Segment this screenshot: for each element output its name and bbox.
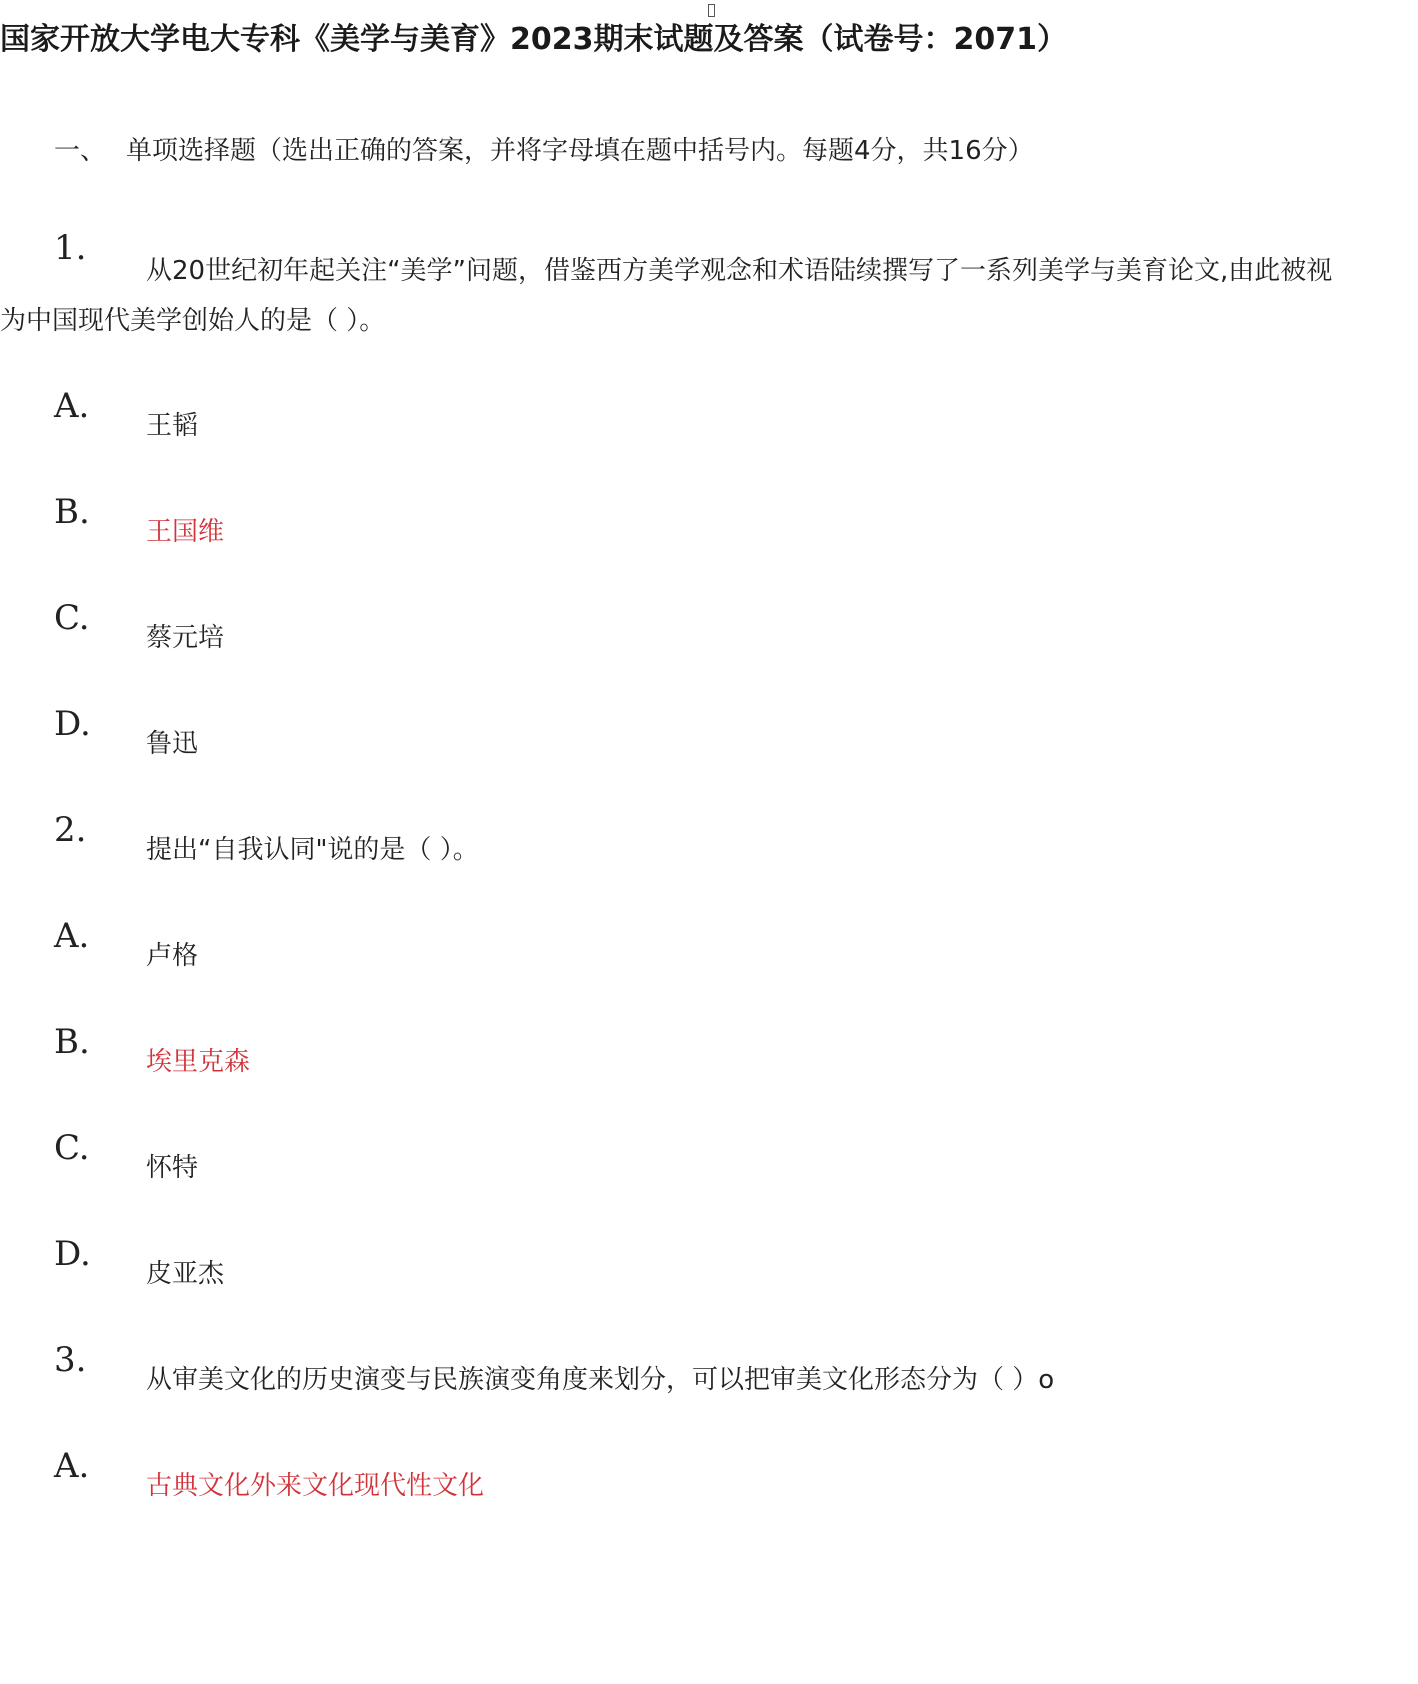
- option-letter: B.: [54, 1022, 90, 1062]
- option-text: 皮亚杰: [146, 1259, 225, 1289]
- option-text-correct: 古典文化外来文化现代性文化: [146, 1471, 485, 1501]
- section-title: 单项选择题（选出正确的答案，并将字母填在题中括号内。每题4分，共16分）: [126, 136, 1034, 166]
- option-text: 卢格: [146, 941, 199, 971]
- option-letter: C.: [54, 1128, 90, 1168]
- option-text-correct: 埃里克森: [146, 1047, 251, 1077]
- option-letter: A.: [54, 1446, 90, 1486]
- question-text: 从审美文化的历史演变与民族演变角度来划分，可以把审美文化形态分为（ ）o: [146, 1365, 1055, 1395]
- option-text-correct: 王国维: [146, 517, 225, 547]
- option-letter: A.: [54, 916, 90, 956]
- section-number: 一、: [54, 136, 107, 166]
- option-text: 鲁迅: [146, 729, 199, 759]
- document-title: 国家开放大学电大专科《美学与美育》2023期末试题及答案（试卷号：2071）: [0, 22, 1067, 57]
- question-number: 1.: [54, 228, 87, 268]
- question-text: 提出“自我认同"说的是（ ）。: [146, 835, 479, 865]
- question-text-line: 从20世纪初年起关注“美学”问题，借鉴西方美学观念和术语陆续撰写了一系列美学与美育论文,由此被视: [146, 256, 1333, 286]
- question-number: 2.: [54, 810, 87, 850]
- text-cursor-icon: [708, 4, 715, 17]
- option-letter: D.: [54, 1234, 91, 1274]
- option-letter: A.: [54, 386, 90, 426]
- question-text-line: 为中国现代美学创始人的是（ ）。: [0, 306, 386, 336]
- option-letter: D.: [54, 704, 91, 744]
- option-text: 王韬: [146, 411, 199, 441]
- option-text: 怀特: [146, 1153, 199, 1183]
- option-letter: B.: [54, 492, 90, 532]
- question-number: 3.: [54, 1340, 87, 1380]
- option-text: 蔡元培: [146, 623, 225, 653]
- option-letter: C.: [54, 598, 90, 638]
- section-heading: [54, 130, 1034, 167]
